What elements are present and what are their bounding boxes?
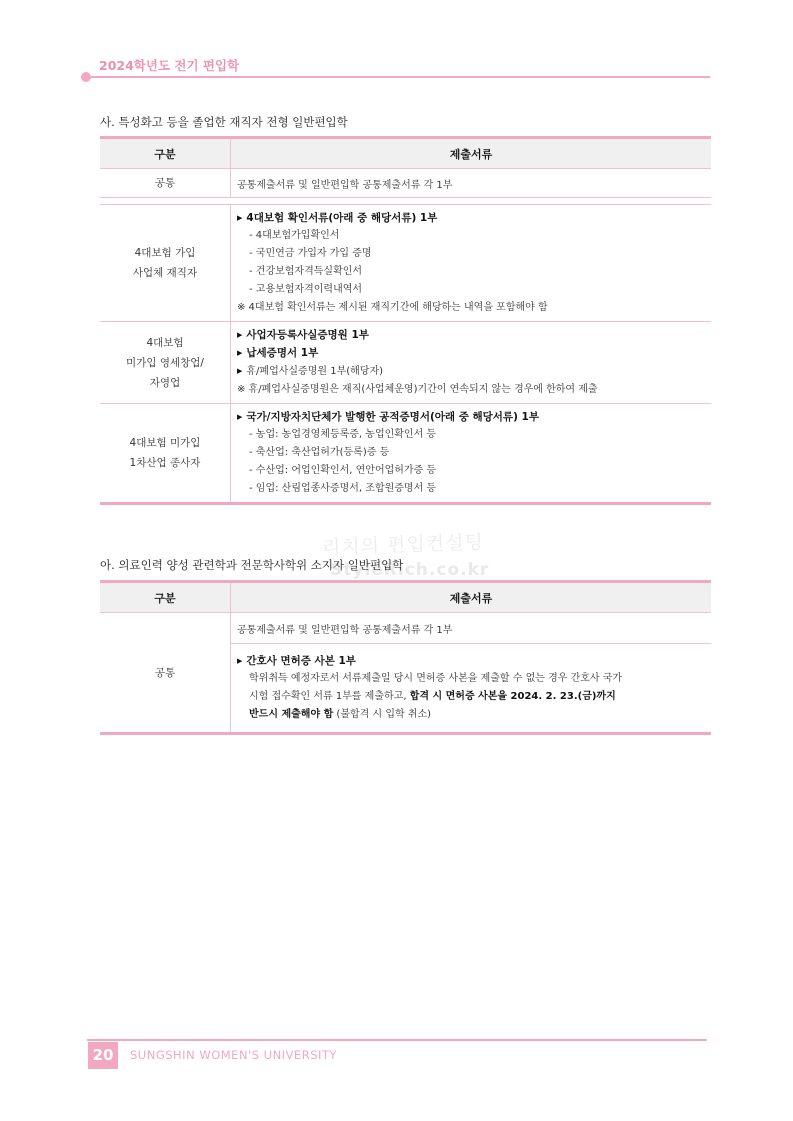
- section-sa-table: [100, 136, 711, 505]
- label-line: 4대보험 미가입: [129, 437, 201, 449]
- note-text: ※ 휴/폐업사실증명원은 재직(사업체운영)기간이 연속되지 않는 경우에 한하여 제출: [237, 384, 598, 395]
- label-line: 자영업: [149, 376, 181, 389]
- footer-university-name: SUNGSHIN WOMEN'S UNIVERSITY: [130, 1048, 337, 1062]
- note-line: [237, 688, 705, 706]
- triangle-bullet-icon: ▶: [237, 349, 243, 357]
- doc-heading: [237, 652, 705, 670]
- table-header-row: [100, 582, 711, 613]
- note-emphasis: 반드시 제출해야 함: [249, 709, 334, 720]
- doc-heading: [237, 344, 705, 362]
- list-item: - 수산업: 어업인확인서, 연안어업허가증 등: [249, 465, 437, 476]
- page-number: 20: [88, 1042, 118, 1069]
- doc-heading: [237, 408, 705, 426]
- triangle-bullet-icon: ▶: [237, 367, 243, 375]
- list-item: - 국민연금 가입자 가입 증명: [249, 248, 372, 259]
- doc-line-text: 휴/폐업사실증명원 1부(해당자): [246, 366, 384, 377]
- row-label-common: 공통: [100, 169, 231, 198]
- section-sa-title: 사. 특성화고 등을 졸업한 재직자 전형 일반편입학: [100, 115, 348, 129]
- doc-heading: [237, 209, 705, 227]
- column-header-documents: 제출서류: [231, 138, 712, 169]
- list-item: - 농업: 농업경영체등록증, 농업인확인서 등: [249, 429, 437, 440]
- row-label-primary-industry: [100, 404, 231, 504]
- table-row-common: [100, 169, 711, 198]
- table-row-primary-industry: [100, 404, 711, 504]
- row-docs-insured: [231, 205, 712, 322]
- list-item: - 4대보험가입확인서: [249, 230, 340, 241]
- triangle-bullet-icon: ▶: [237, 214, 243, 222]
- note-text: (불합격 시 입학 취소): [333, 709, 432, 720]
- watermark-url: StyleRich.co.kr: [330, 560, 490, 580]
- doc-heading-text: 4대보험 확인서류(아래 중 해당서류) 1부: [246, 212, 438, 224]
- header-divider: [87, 76, 710, 78]
- section-a-title: 아. 의료인력 양성 관련학과 전문학사학위 소지자 일반편입학: [100, 558, 404, 572]
- doc-line: [237, 362, 705, 381]
- note-text: ※ 4대보험 확인서류는 제시된 재직기간에 해당하는 내역을 포함해야 함: [237, 302, 548, 313]
- list-item: - 임업: 산림업종사증명서, 조합원증명서 등: [249, 483, 437, 494]
- row-docs-primary-industry: [231, 404, 712, 504]
- label-line: 미가입 영세창업/: [126, 356, 204, 369]
- note-emphasis: 합격 시 면허증 사본을 2024. 2. 23.(금)까지: [409, 691, 616, 702]
- doc-heading-text: 간호사 면허증 사본 1부: [246, 655, 356, 667]
- watermark-text: 리치의 편입컨설팅: [321, 531, 485, 559]
- footer-divider: [87, 1039, 707, 1041]
- column-header-category: 구분: [100, 582, 231, 613]
- triangle-bullet-icon: ▶: [237, 413, 243, 421]
- section-a-table: [100, 580, 711, 735]
- row-text-common: 공통제출서류 및 일반편입학 공통제출서류 각 1부: [231, 169, 712, 198]
- doc-heading-text: 사업자등록사실증명원 1부: [246, 329, 369, 341]
- note-line: [237, 706, 705, 724]
- label-line: 사업체 재직자: [132, 267, 198, 279]
- table-row-common: [100, 613, 711, 644]
- column-header-category: 구분: [100, 138, 231, 169]
- row-label-self-employed: [100, 322, 231, 404]
- row-docs-nurse-license: [231, 644, 712, 734]
- row-label-insured: [100, 205, 231, 322]
- list-item: - 건강보험자격득실확인서: [249, 266, 363, 277]
- row-text-common: 공통제출서류 및 일반편입학 공통제출서류 각 1부: [231, 613, 712, 644]
- column-header-documents: 제출서류: [231, 582, 712, 613]
- label-line: 4대보험 가입: [134, 247, 196, 259]
- row-docs-self-employed: [231, 322, 712, 404]
- triangle-bullet-icon: ▶: [237, 657, 243, 665]
- list-item: - 고용보험자격이력내역서: [249, 284, 363, 295]
- note-text: 시험 접수확인 서류 1부를 제출하고,: [249, 691, 410, 702]
- table-header-row: [100, 138, 711, 169]
- list-item: - 축산업: 축산업허가(등록)증 등: [249, 447, 390, 458]
- row-label-common: 공통: [100, 613, 231, 734]
- table-gap-row: [100, 198, 711, 205]
- doc-heading: [237, 326, 705, 344]
- table-row-insured: [100, 205, 711, 322]
- label-line: 4대보험: [146, 336, 184, 349]
- doc-heading-text: 국가/지방자치단체가 발행한 공적증명서(아래 중 해당서류) 1부: [246, 411, 539, 423]
- table-row-self-employed: [100, 322, 711, 404]
- running-header-title: 2024학년도 전기 편입학: [99, 58, 240, 73]
- triangle-bullet-icon: ▶: [237, 331, 243, 339]
- label-line: 1차산업 종사자: [129, 457, 201, 469]
- note-line: 학위취득 예정자로서 서류제출일 당시 면허증 사본을 제출할 수 없는 경우 간호사 국가: [249, 673, 623, 684]
- doc-heading-text: 납세증명서 1부: [246, 347, 319, 359]
